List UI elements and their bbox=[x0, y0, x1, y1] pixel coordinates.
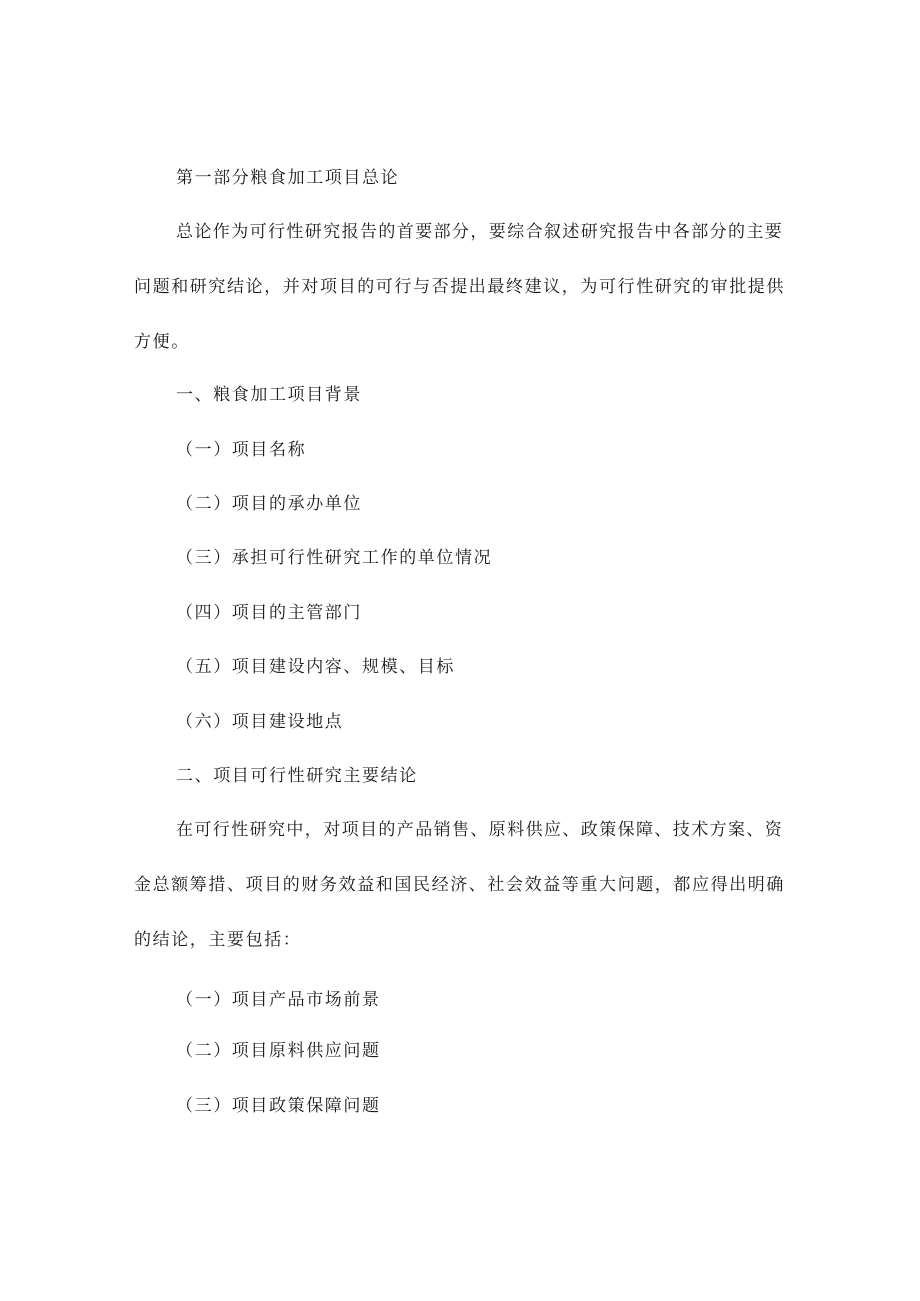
section-1-item: （四）项目的主管部门 bbox=[176, 603, 362, 623]
section-2-para-line-3: 的结论，主要包括： bbox=[134, 930, 302, 950]
section-1-item: （六）项目建设地点 bbox=[176, 712, 344, 732]
section-2-item: （一）项目产品市场前景 bbox=[176, 990, 381, 1010]
intro-line-1: 总论作为可行性研究报告的首要部分，要综合叙述研究报告中各部分的主要 bbox=[176, 222, 784, 242]
section-2-item: （三）项目政策保障问题 bbox=[176, 1096, 381, 1116]
section-1-item: （五）项目建设内容、规模、目标 bbox=[176, 657, 455, 677]
section-1-item: （一）项目名称 bbox=[176, 440, 307, 460]
section-1-item: （二）项目的承办单位 bbox=[176, 494, 362, 514]
intro-line-2: 问题和研究结论，并对项目的可行与否提出最终建议，为可行性研究的审批提供 bbox=[134, 277, 785, 297]
intro-line-3: 方便。 bbox=[134, 332, 190, 352]
section-1-heading: 一、粮食加工项目背景 bbox=[176, 385, 362, 405]
section-2-para-line-1: 在可行性研究中，对项目的产品销售、原料供应、政策保障、技术方案、资 bbox=[176, 820, 784, 840]
section-2-heading: 二、项目可行性研究主要结论 bbox=[176, 766, 418, 786]
section-2-para-line-2: 金总额筹措、项目的财务效益和国民经济、社会效益等重大问题，都应得出明确 bbox=[134, 875, 785, 895]
section-1-item: （三）承担可行性研究工作的单位情况 bbox=[176, 548, 493, 568]
section-2-item: （二）项目原料供应问题 bbox=[176, 1041, 381, 1061]
part-title: 第一部分粮食加工项目总论 bbox=[176, 168, 400, 188]
